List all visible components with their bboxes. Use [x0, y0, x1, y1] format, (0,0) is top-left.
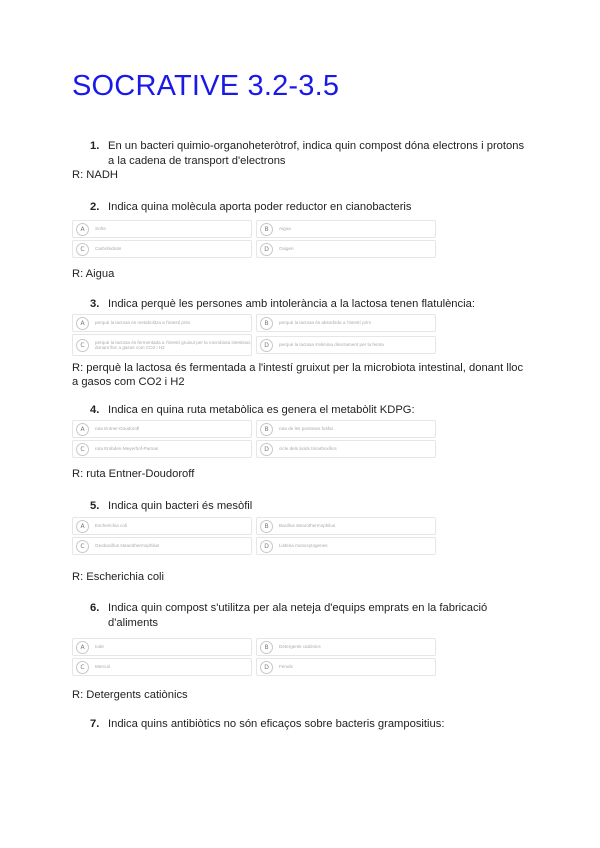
answer-4: R: ruta Entner-Doudoroff	[72, 468, 195, 480]
question-number: 7.	[90, 718, 100, 730]
question-1	[90, 139, 530, 169]
option-d[interactable]	[256, 440, 436, 458]
option-b[interactable]	[256, 638, 436, 656]
option-text: ruta Entner-Doudoroff	[95, 426, 140, 432]
options-3	[72, 314, 436, 358]
answer-2: R: Aigua	[72, 268, 115, 280]
options-4	[72, 420, 436, 456]
question-text: En un bacteri quimio-organoheteròtrof, indica quin compost dóna electrons i protons a la cadena de transport d'electrons	[108, 140, 525, 167]
option-letter: B	[260, 641, 273, 654]
option-text: Iode	[95, 644, 104, 650]
option-a[interactable]	[72, 420, 252, 438]
option-text: Oxigen	[279, 246, 294, 252]
option-letter: B	[260, 223, 273, 236]
option-d[interactable]	[256, 240, 436, 258]
answer-3: R: perquè la lactosa és fermentada a l'intestí gruixut per la microbiota intestinal, donant lloc a gasos com CO2 i H2	[72, 362, 524, 388]
question-number: 6.	[90, 602, 100, 614]
question-text: Indica perquè les persones amb intolerància a la lactosa tenen flatulència:	[108, 298, 475, 310]
option-letter: D	[260, 661, 273, 674]
option-d[interactable]	[256, 658, 436, 676]
option-text: perquè la lactosa és absorbida a l'intestí prim	[279, 320, 372, 326]
question-number: 4.	[90, 404, 100, 416]
option-text: Fenols	[279, 664, 293, 670]
option-letter: D	[260, 540, 273, 553]
option-text: ruta de les pentoses fosfat	[279, 426, 333, 432]
question-4	[90, 403, 530, 418]
option-b[interactable]	[256, 517, 436, 535]
question-number: 3.	[90, 298, 100, 310]
option-text: perquè la lactosa és fermentada a l'intestí gruixut per la microbiota intestinal, donant lloc a gasos com CO2 i H2	[95, 339, 251, 350]
option-letter: A	[76, 223, 89, 236]
option-a[interactable]	[72, 314, 252, 332]
question-number: 2.	[90, 201, 100, 213]
option-letter: D	[260, 443, 273, 456]
option-a[interactable]	[72, 220, 252, 238]
option-c[interactable]	[72, 440, 252, 458]
option-text: Sofre	[95, 226, 106, 232]
option-b[interactable]	[256, 220, 436, 238]
option-letter: B	[260, 520, 273, 533]
option-letter: C	[76, 661, 89, 674]
option-b[interactable]	[256, 314, 436, 332]
option-text: Detergents catiònics	[279, 644, 321, 650]
option-letter: A	[76, 520, 89, 533]
option-letter: C	[76, 243, 89, 256]
question-6	[90, 601, 530, 631]
question-5	[90, 499, 530, 514]
question-number: 5.	[90, 500, 100, 512]
option-a[interactable]	[72, 517, 252, 535]
option-text: Listeria monocytogenes	[279, 543, 328, 549]
option-text: perquè la lactosa s'elimina directament per la femta	[279, 342, 384, 348]
option-text: Bacillus stearothermophilus	[279, 523, 336, 529]
option-c[interactable]	[72, 334, 252, 356]
option-text: cicle dels àcids tricarboxílics	[279, 446, 337, 452]
option-text: Aigua	[279, 226, 291, 232]
option-letter: A	[76, 423, 89, 436]
question-number: 1.	[90, 140, 100, 152]
options-2	[72, 220, 436, 256]
option-text: Mercuri	[95, 664, 111, 670]
option-text: Carbohidrats	[95, 246, 122, 252]
page-title: SOCRATIVE 3.2-3.5	[72, 70, 340, 102]
option-d[interactable]	[256, 336, 436, 354]
option-c[interactable]	[72, 240, 252, 258]
option-c[interactable]	[72, 537, 252, 555]
question-text: Indica quin bacteri és mesòfil	[108, 500, 253, 512]
option-letter: C	[76, 443, 89, 456]
question-text: Indica en quina ruta metabòlica es genera el metabòlit KDPG:	[108, 404, 415, 416]
option-d[interactable]	[256, 537, 436, 555]
options-5	[72, 517, 436, 553]
option-letter: D	[260, 243, 273, 256]
option-text: Geobacillus stearothermophilus	[95, 543, 160, 549]
question-7	[90, 717, 530, 732]
option-letter: B	[260, 423, 273, 436]
options-6	[72, 638, 436, 674]
answer-1: R: NADH	[72, 169, 118, 181]
option-a[interactable]	[72, 638, 252, 656]
option-letter: C	[76, 339, 89, 352]
option-text: ruta Embden-Meyerhof-Parnas	[95, 446, 159, 452]
option-text: Escherichia coli	[95, 523, 127, 529]
question-2	[90, 200, 530, 215]
option-c[interactable]	[72, 658, 252, 676]
question-text: Indica quina molècula aporta poder reductor en cianobacteris	[108, 201, 412, 213]
option-letter: B	[260, 317, 273, 330]
option-letter: A	[76, 317, 89, 330]
option-b[interactable]	[256, 420, 436, 438]
answer-5: R: Escherichia coli	[72, 571, 165, 583]
question-3	[90, 297, 530, 312]
option-text: perquè la lactosa es metabolitza a l'intestí prim	[95, 320, 191, 326]
option-letter: A	[76, 641, 89, 654]
answer-6: R: Detergents catiònics	[72, 689, 188, 701]
option-letter: C	[76, 540, 89, 553]
question-text: Indica quins antibiòtics no són eficaços sobre bacteris grampositius:	[108, 718, 445, 730]
question-text: Indica quin compost s'utilitza per ala neteja d'equips emprats en la fabricació d'aliments	[108, 602, 488, 629]
option-letter: D	[260, 339, 273, 352]
